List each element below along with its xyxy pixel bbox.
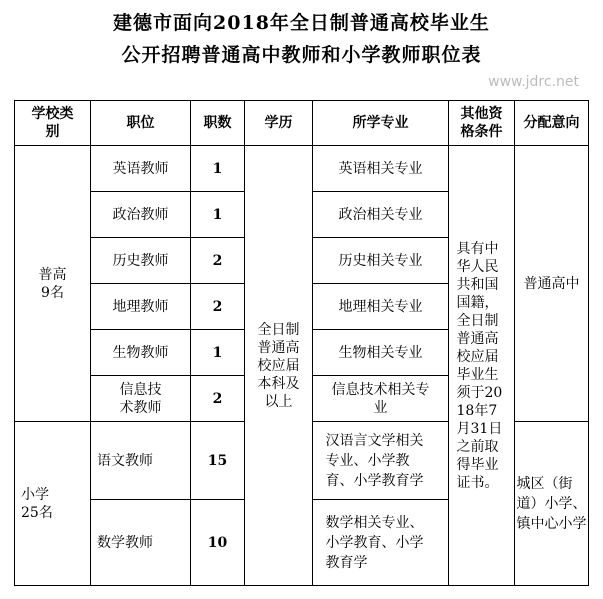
- major-cell: 汉语言文学相关专业、小学教育、小学教育学: [313, 422, 449, 500]
- count-cell: 1: [191, 330, 245, 376]
- title-line-1: 建德市面向2018年全日制普通高校毕业生: [113, 12, 490, 34]
- header-position: 职位: [91, 101, 191, 146]
- position-cell: 政治教师: [91, 192, 191, 238]
- assignment-high-cell: 普通高中: [515, 146, 589, 422]
- count-cell: 15: [191, 422, 245, 500]
- position-cell: 信息技术教师: [91, 376, 191, 422]
- count-cell: 10: [191, 500, 245, 586]
- header-count: 职数: [191, 101, 245, 146]
- title-line-2: 公开招聘普通高中教师和小学教师职位表: [121, 44, 482, 66]
- group-high: 普高 9名: [15, 146, 91, 422]
- count-cell: 1: [191, 146, 245, 192]
- table-row: [15, 146, 589, 192]
- position-cell: 生物教师: [91, 330, 191, 376]
- positions-table: [14, 100, 589, 586]
- header-school-type: 学校类别: [15, 101, 91, 146]
- major-cell: 政治相关专业: [313, 192, 449, 238]
- other-conditions-cell: 具有中华人民共和国国籍，全日制普通高校应届毕业生须于2018年7月31日之前取得毕业证书。: [449, 146, 515, 586]
- header-assignment: 分配意向: [515, 101, 589, 146]
- major-cell: 历史相关专业: [313, 238, 449, 284]
- header-row: [15, 101, 589, 146]
- position-cell: 地理教师: [91, 284, 191, 330]
- position-cell: 英语教师: [91, 146, 191, 192]
- group-primary: 小学 25名: [15, 422, 91, 586]
- major-cell: 英语相关专业: [313, 146, 449, 192]
- count-cell: 1: [191, 192, 245, 238]
- position-cell: 数学教师: [91, 500, 191, 586]
- count-cell: 2: [191, 284, 245, 330]
- count-cell: 2: [191, 376, 245, 422]
- major-cell: 信息技术相关专业: [313, 376, 449, 422]
- assignment-primary-cell: 城区（街道）小学、镇中心小学: [515, 422, 589, 586]
- position-cell: 语文教师: [91, 422, 191, 500]
- major-cell: 数学相关专业、小学教育、小学教育学: [313, 500, 449, 586]
- position-cell: 历史教师: [91, 238, 191, 284]
- education-cell: 全日制普通高校应届本科及以上: [245, 146, 313, 586]
- header-other: 其他资格条件: [449, 101, 515, 146]
- header-education: 学历: [245, 101, 313, 146]
- major-cell: 生物相关专业: [313, 330, 449, 376]
- header-major: 所学专业: [313, 101, 449, 146]
- count-cell: 2: [191, 238, 245, 284]
- watermark: www.jdrc.net: [488, 74, 579, 90]
- major-cell: 地理相关专业: [313, 284, 449, 330]
